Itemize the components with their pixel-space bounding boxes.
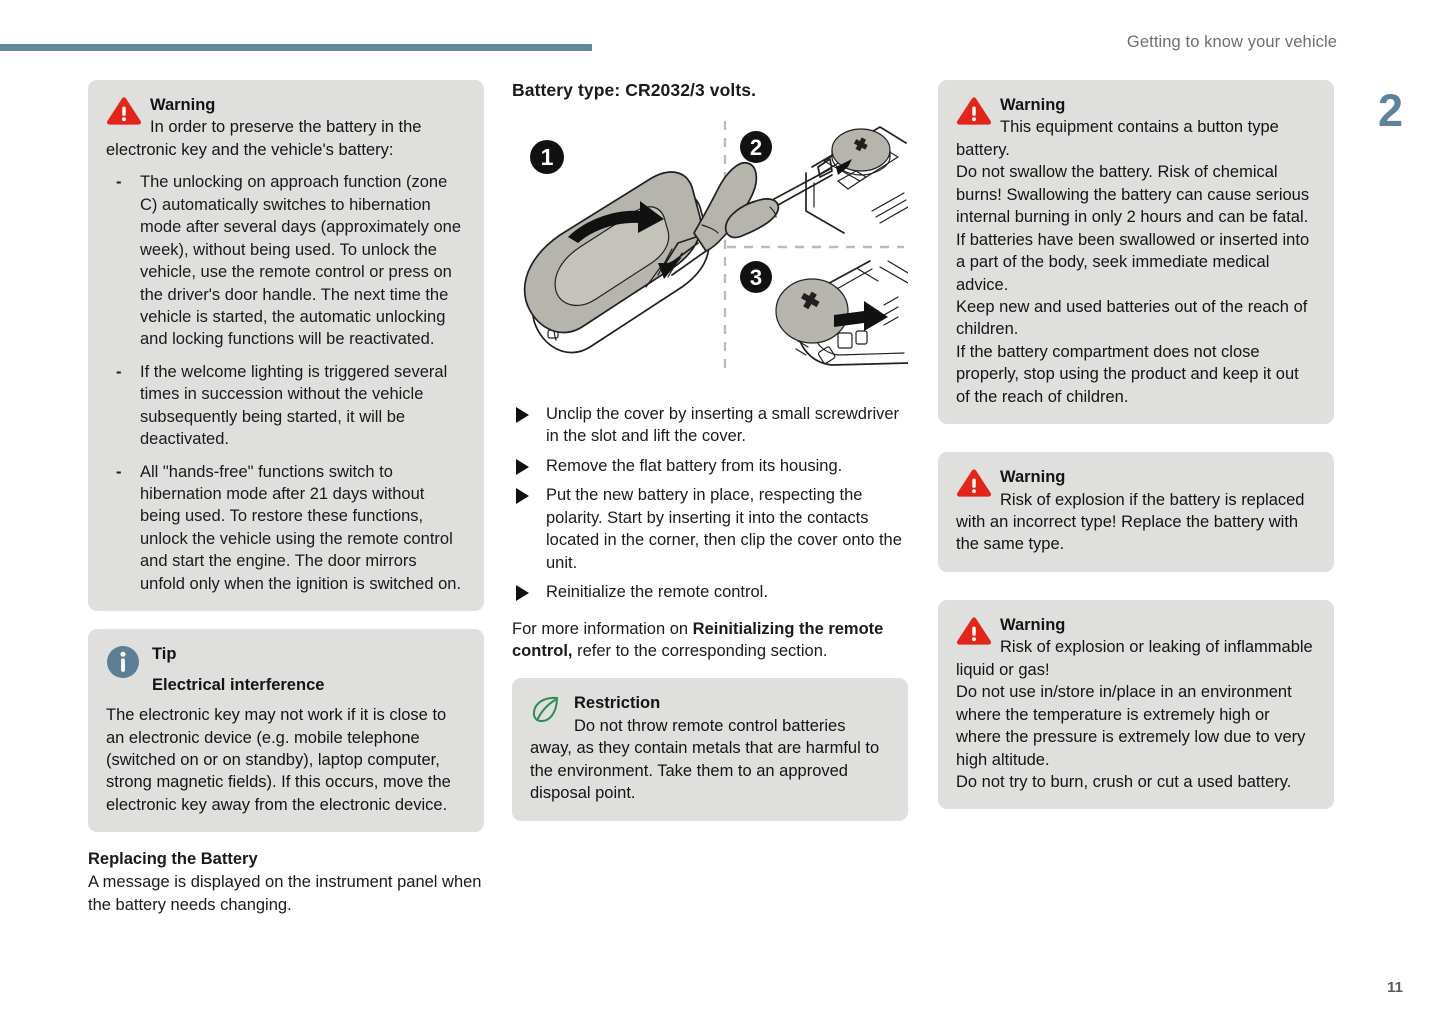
warning-paragraph: If the battery compartment does not close properly, stop using the product and keep it out of the reach of children. <box>956 342 1299 406</box>
figure-step-1 <box>525 140 757 353</box>
section-heading: Replacing the Battery <box>88 850 258 869</box>
warning-box-battery-preservation <box>88 80 484 611</box>
replacing-battery-section <box>88 850 484 916</box>
battery-replacement-figure <box>512 115 908 385</box>
tip-body-text: The electronic key may not work if it is close to an electronic device (e.g. mobile telephone (switched on or on standby), laptop computer, strong magnetic fields). If this occurs, move the electronic key away from the electronic device. <box>106 706 451 814</box>
list-item <box>106 171 466 351</box>
warning-intro-text: In order to preserve the battery in the electronic key and the vehicle's battery: <box>106 118 422 159</box>
list-item <box>106 361 466 451</box>
list-item-text: The unlocking on approach function (zone C) automatically switches to hibernation mode after several days (approximately one week), without being used. To unlock the vehicle, use the remote control or press on the driver's door handle. The next time the vehicle is started, the automatic unlocking and locking functions will be reactivated. <box>140 173 461 349</box>
page-number: 11 <box>1387 979 1403 996</box>
warning-triangle-icon <box>106 96 142 126</box>
list-item-text: If the welcome lighting is triggered several times in succession without the vehicle subsequently being started, it will be deactivated. <box>140 362 448 449</box>
column-right <box>938 80 1334 827</box>
dash-marker: - <box>116 362 122 381</box>
list-item-text: All "hands-free" functions switch to hibernation mode after 21 days without being used. To restore these functions, unlock the vehicle using the remote control and start the engine. The door mirrors unfold only when the ignition is switched on. <box>140 462 462 593</box>
arrow-bullet-icon <box>516 459 529 475</box>
cross-reference-text <box>512 618 908 663</box>
warning-box-button-battery <box>938 80 1334 424</box>
list-item <box>512 484 908 574</box>
column-middle <box>512 80 908 839</box>
svg-text:1: 1 <box>540 144 554 170</box>
page-header-title: Getting to know your vehicle <box>1126 33 1337 51</box>
list-item <box>512 403 908 448</box>
arrow-bullet-icon <box>516 488 529 504</box>
leaf-icon <box>530 694 566 724</box>
column-left <box>88 80 484 916</box>
warning-box-explosion-leak <box>938 600 1334 810</box>
warning-label: Warning <box>1000 468 1066 487</box>
svg-text:2: 2 <box>749 135 763 160</box>
battery-type-heading: Battery type: CR2032/3 volts. <box>512 80 757 100</box>
list-item-text: Remove the flat battery from its housing. <box>546 456 843 475</box>
warning-triangle-icon <box>956 468 992 498</box>
list-item-text: Put the new battery in place, respecting the polarity. Start by inserting it into the contacts located in the corner, then clip the cover onto the unit. <box>546 486 902 572</box>
cross-reference-suffix: refer to the corresponding section. <box>572 641 828 660</box>
list-item <box>106 461 466 596</box>
warning-paragraph: Do not swallow the battery. Risk of chemical burns! Swallowing the battery can cause serious internal burning in only 2 hours and can be fatal. <box>956 163 1310 227</box>
tip-subtitle: Electrical interference <box>152 675 325 694</box>
chapter-number: 2 <box>1377 85 1403 136</box>
list-item <box>512 581 908 603</box>
warning-label: Warning <box>1000 96 1066 114</box>
tip-box-electrical-interference <box>88 629 484 832</box>
warning-triangle-icon <box>956 96 992 126</box>
dash-marker: - <box>116 462 122 481</box>
figure-step-3 <box>740 261 908 367</box>
battery-replacement-steps <box>512 403 908 604</box>
tip-label: Tip <box>152 645 177 664</box>
warning-label: Warning <box>1000 615 1066 634</box>
list-item-text: Reinitialize the remote control. <box>546 583 768 602</box>
list-item <box>512 455 908 477</box>
warning-bullet-list <box>106 171 466 595</box>
restriction-label: Restriction <box>574 694 661 713</box>
warning-triangle-icon <box>956 616 992 646</box>
restriction-box-battery-disposal <box>512 678 908 820</box>
warning-paragraph: Keep new and used batteries out of the reach of children. <box>956 297 1308 339</box>
dash-marker: - <box>116 173 122 192</box>
svg-text:3: 3 <box>749 265 763 290</box>
warning-lead-text: Risk of explosion or leaking of inflammable liquid or gas! <box>956 638 1313 679</box>
section-body-text: A message is displayed on the instrument panel when the battery needs changing. <box>88 873 482 914</box>
cross-reference-link[interactable]: Reinitializing the remote control, <box>512 619 884 660</box>
warning-paragraph: Do not try to burn, crush or cut a used battery. <box>956 772 1292 791</box>
warning-paragraph: If batteries have been swallowed or inserted into a part of the body, seek immediate medical advice. <box>956 230 1310 294</box>
header-accent-bar <box>0 44 592 51</box>
warning-paragraph: Do not use in/store in/place in an environment where the temperature is extremely high or where the pressure is extremely low due to very high altitude. <box>956 683 1306 769</box>
restriction-body-text: Do not throw remote control batteries away, as they contain metals that are harmful to the environment. Take them to an approved disposal point. <box>530 716 880 803</box>
warning-lead-text: This equipment contains a button type battery. <box>956 118 1279 159</box>
warning-lead-text: Risk of explosion if the battery is replaced with an incorrect type! Replace the battery with the same type. <box>956 490 1305 554</box>
arrow-bullet-icon <box>516 585 529 601</box>
warning-box-incorrect-type <box>938 452 1334 572</box>
warning-label: Warning <box>150 96 216 114</box>
arrow-bullet-icon <box>516 407 529 423</box>
info-circle-icon <box>106 645 144 679</box>
list-item-text: Unclip the cover by inserting a small screwdriver in the slot and lift the cover. <box>546 405 900 446</box>
cross-reference-prefix: For more information on <box>512 619 693 638</box>
